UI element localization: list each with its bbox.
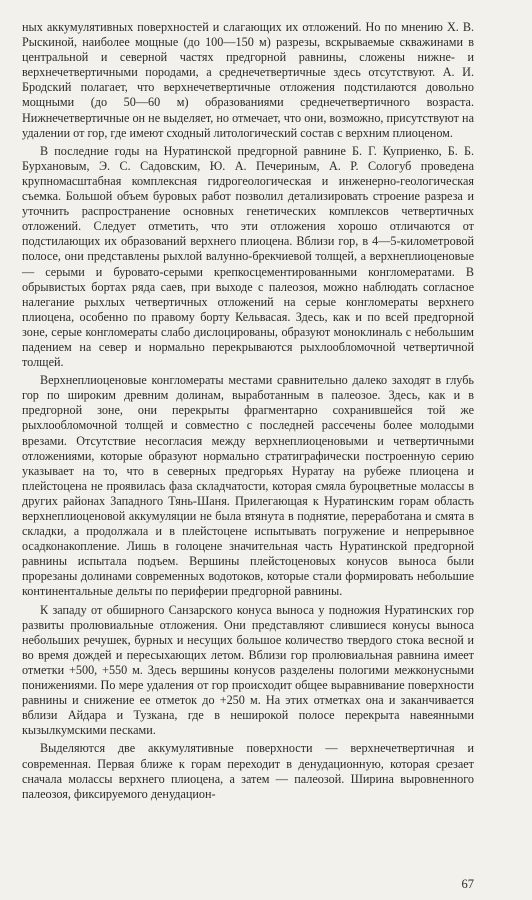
page-number: 67 <box>461 877 474 891</box>
paragraph: Выделяются две аккумулятивные поверхности — верхнечетвертичная и современная. Первая ближе к горам переходит в денудационную, которая срезает сначала молассы верхнего плиоцена, а затем — палеозой. Ширина выровненного палеозоя, фиксируемого денудацион- <box>22 741 474 801</box>
paragraph: ных аккумулятивных поверхностей и слагающих их отложений. Но по мнению Х. В. Рыскиной, наиболее мощные (до 100—150 м) разрезы, вскрываемые скважинами в центральной и северной частях предгорной равнины, сложены нижне- и верхнечетвертичными породами, а среднечетвертичные здесь отсутствуют. А. И. Бродский полагает, что верхнечетвертичные отложения подстилаются довольно мощными (до 50—60 м) образованиями среднечетвертичного возраста. Нижнечетвертичные он не выделяет, но отмечает, что они, возможно, присутствуют на удалении от гор, где имеют сходный литологический состав с верхним плиоценом. <box>22 20 474 140</box>
paragraph: Верхнеплиоценовые конгломераты местами сравнительно далеко заходят в глубь гор по широким древним долинам, выработанным в палеозое. Здесь, как и в предгорной зоне, они перекрыты фрагментарно сохранившейся той же рыхлообломочной толщей и совместно с последней рассечены более молодыми врезами. Отсутствие несогласия между верхнеплиоценовыми и четвертичными отложениями, которые образуют нормально стратиграфически построенную серию указывает на то, что в северных предгорьях Нуратау на рубеже плиоцена и плейстоцена не проявилась фаза складчатости, которая смяла буроцветные молассы в других районах Западного Тянь-Шаня. Прилегающая к Нуратинским горам область верхнеплиоценовой аккумуляции не была втянута в поднятие, переработана и смята в складки, а продолжала и в плейстоцене испытывать погружение и непрерывное осадконакопление. Лишь в голоцене значительная часть Нуратинской предгорной равнины испытала подъем. Вершины плейстоценовых конусов выноса были прорезаны долинами современных водотоков, которые стали формировать небольшие континентальные дельты по периферии предгорной равнины. <box>22 373 474 599</box>
body-text <box>22 20 474 802</box>
paragraph: В последние годы на Нуратинской предгорной равнине Б. Г. Куприенко, Б. Б. Бурхановым, Э. С. Садовским, Ю. А. Печериным, А. Р. Сологуб проведена крупномасштабная комплексная гидрогеологическая и инженерно-геологическая съемка. Большой объем буровых работ позволил детализировать строение разреза и уточнить распространение основных генетических комплексов четвертичных отложений. Следует отметить, что эти отложения хорошо отличаются от подстилающих их образований верхнего плиоцена. Вблизи гор, в 4—5-километровой полосе, они представлены рыхлой валунно-брекчиевой толщей, а верхнеплиоценовые — серыми и буровато-серыми крепкосцементированными конгломератами. В обрывистых бортах ряда саев, при выходе с палеозоя, можно наблюдать согласное налегание рыхлых четвертичных отложений на серые конгломераты верхнего плиоцена, особенно по правому борту Кельвасая. Здесь, как и по всей предгорной зоне, серые конгломераты слабо дислоцированы, образуют моноклиналь с небольшим падением на север и нормально перекрываются рыхлообломочной четвертичной толщей. <box>22 143 474 370</box>
paragraph: К западу от обширного Санзарского конуса выноса у подножия Нуратинских гор развиты пролювиальные отложения. Они представляют слившиеся конусы выноса небольших речушек, бурных и несущих большое количество твердого стока весной и во время дождей и пересыхающих летом. Вблизи гор пролювиальная равнина имеет отметки +500, +550 м. Здесь вершины конусов разделены пологими межконусными понижениями. По мере удаления от гор происходит общее выравнивание поверхности равнины и снижение ее отметок до +250 м. На этих отметках она и заканчивается вблизи Айдара и Тузкана, где в неширокой полосе перекрыта навеянными кызылкумскими песками. <box>22 602 474 738</box>
